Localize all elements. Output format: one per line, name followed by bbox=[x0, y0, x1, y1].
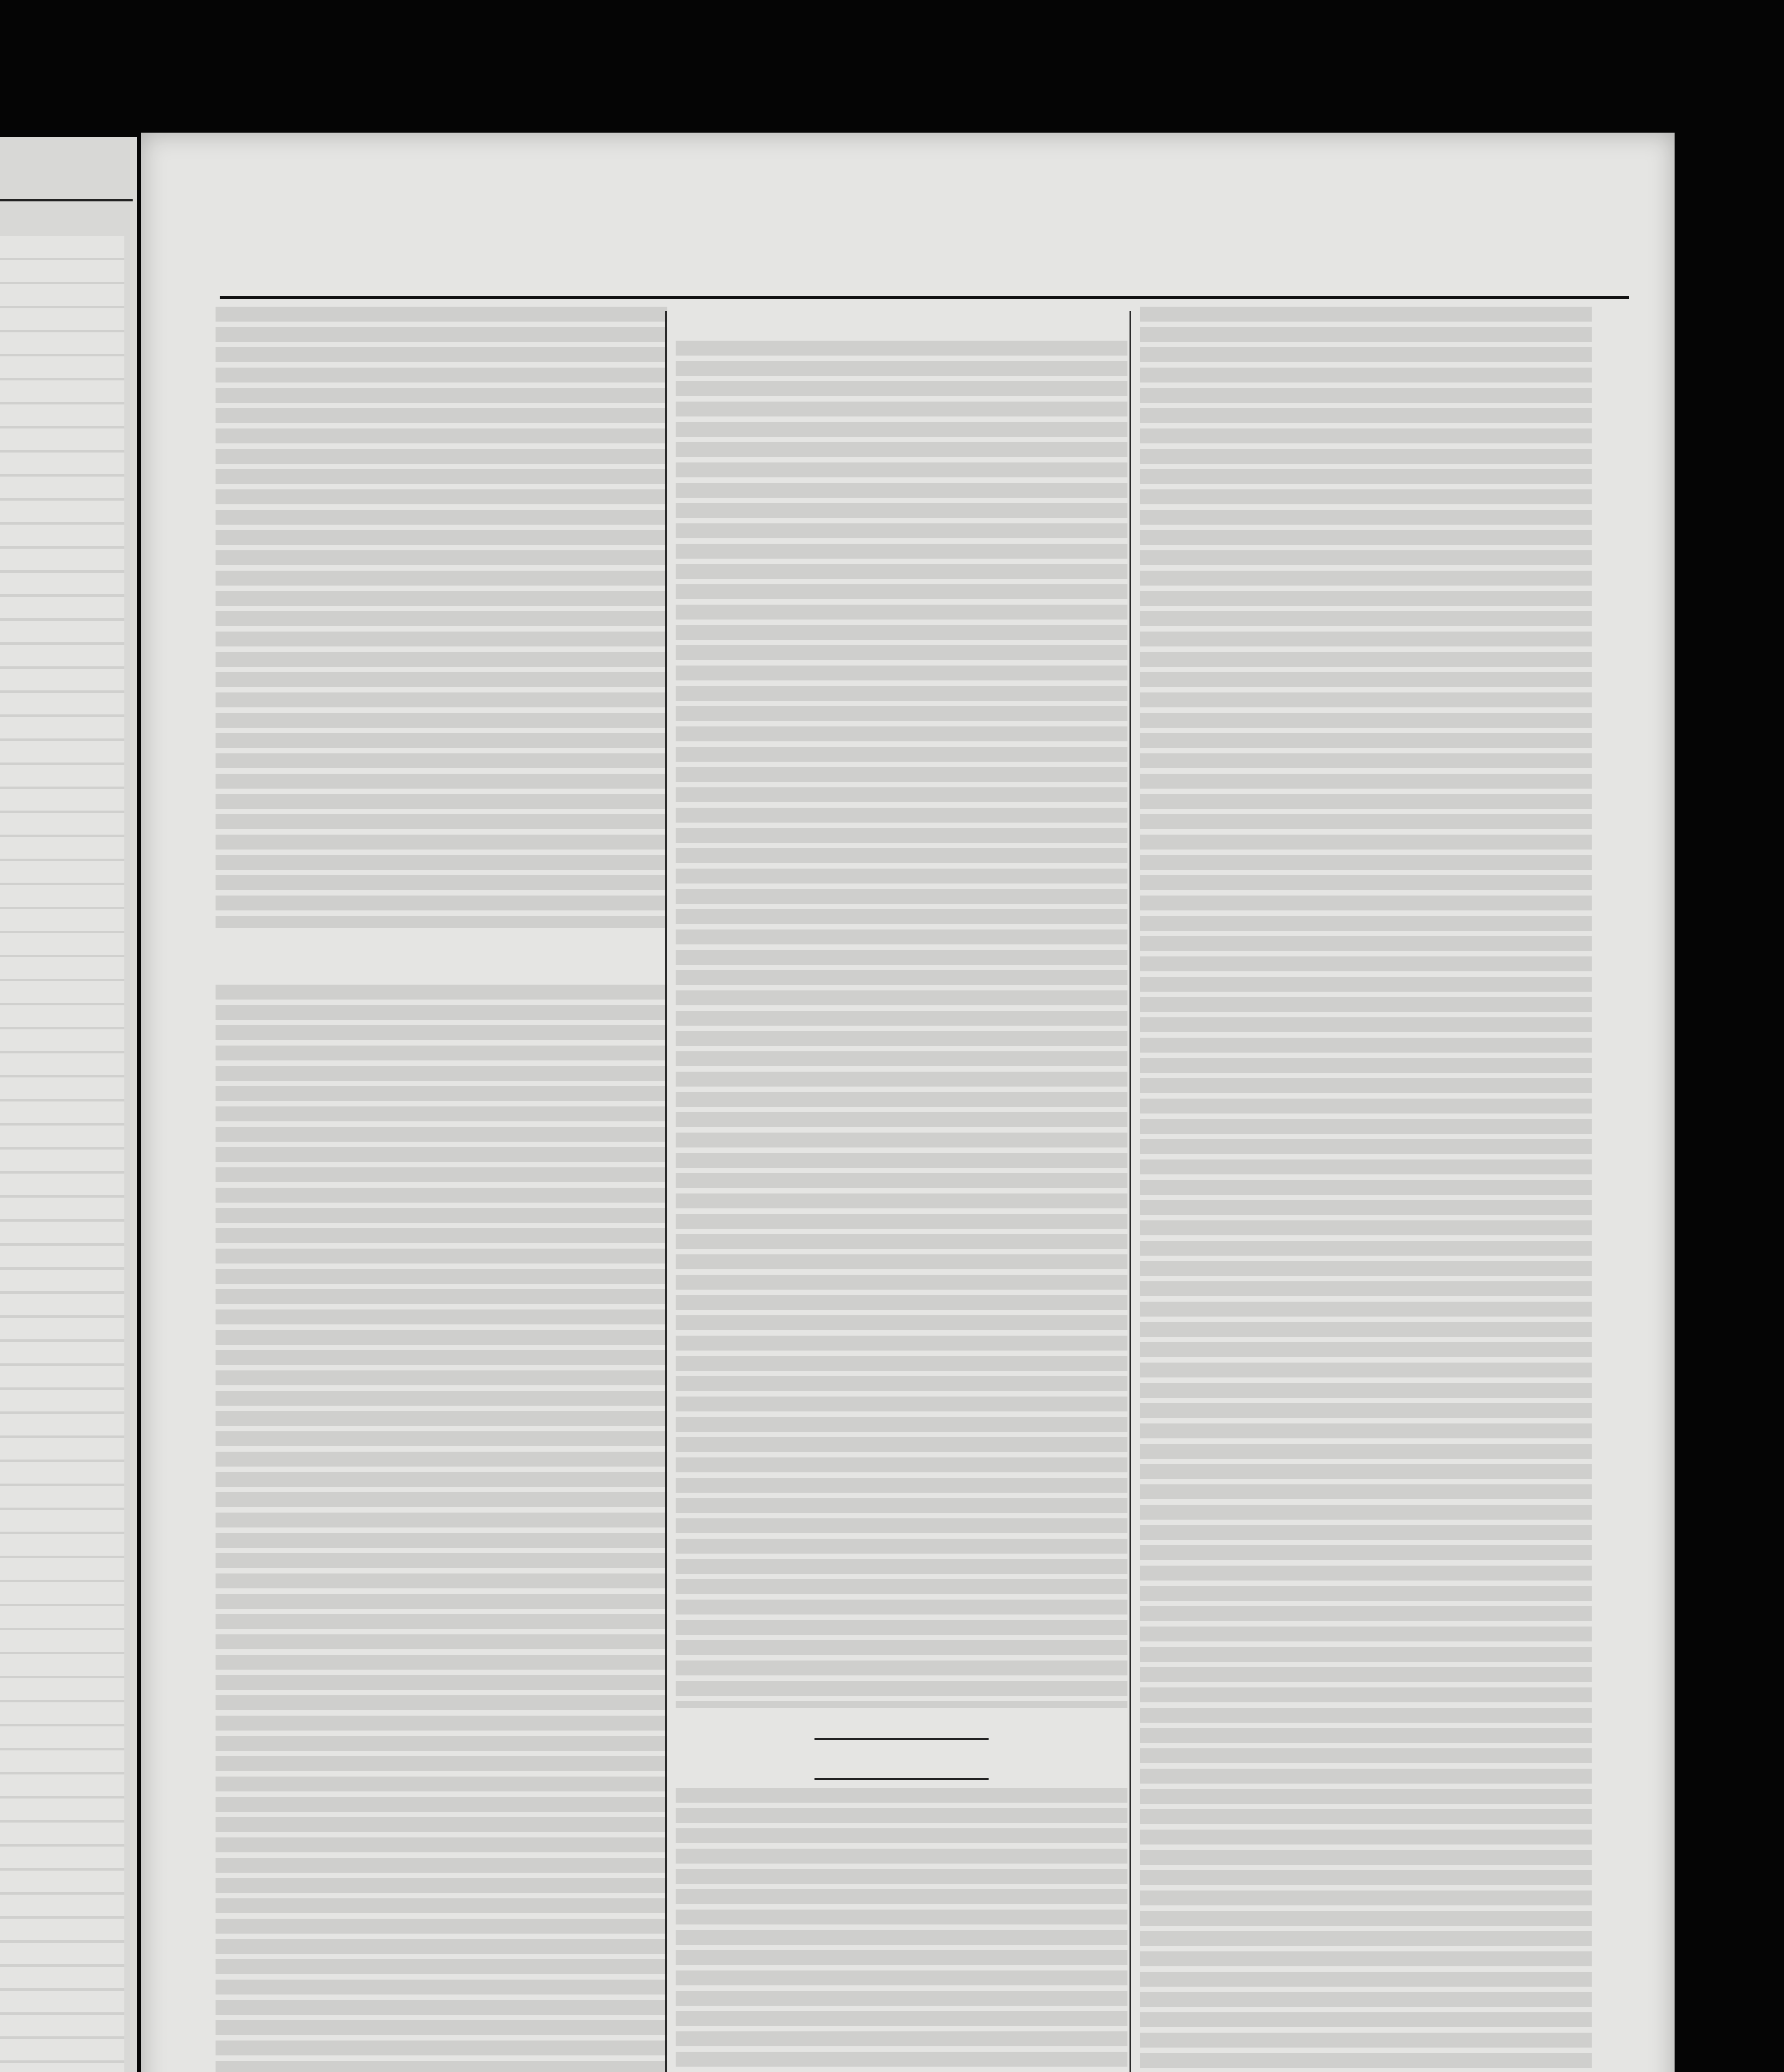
article-heading bbox=[676, 312, 1127, 336]
facing-page-edge bbox=[0, 137, 137, 2072]
header-rule bbox=[220, 296, 1629, 299]
page-header bbox=[236, 240, 1621, 286]
column-1 bbox=[216, 307, 667, 2072]
column-2 bbox=[676, 307, 1127, 2072]
column-divider bbox=[1130, 311, 1131, 2072]
article-text bbox=[676, 341, 1127, 1708]
brief-items-text bbox=[676, 1788, 1127, 2072]
column-3 bbox=[1140, 307, 1592, 2072]
letter-text bbox=[216, 307, 667, 928]
article-signature bbox=[676, 1708, 1127, 1731]
column-divider bbox=[665, 311, 667, 2072]
article-text bbox=[216, 985, 667, 2072]
facing-page-text bbox=[0, 236, 124, 2072]
facing-page-header-rule bbox=[0, 199, 133, 201]
section-heading bbox=[676, 1748, 1127, 1771]
letter-signature bbox=[216, 928, 667, 951]
article-heading bbox=[216, 956, 667, 980]
newspaper-page bbox=[141, 133, 1675, 2072]
brief-items-text bbox=[1140, 307, 1592, 2072]
section-rule bbox=[814, 1738, 989, 1740]
section-rule bbox=[814, 1778, 989, 1780]
